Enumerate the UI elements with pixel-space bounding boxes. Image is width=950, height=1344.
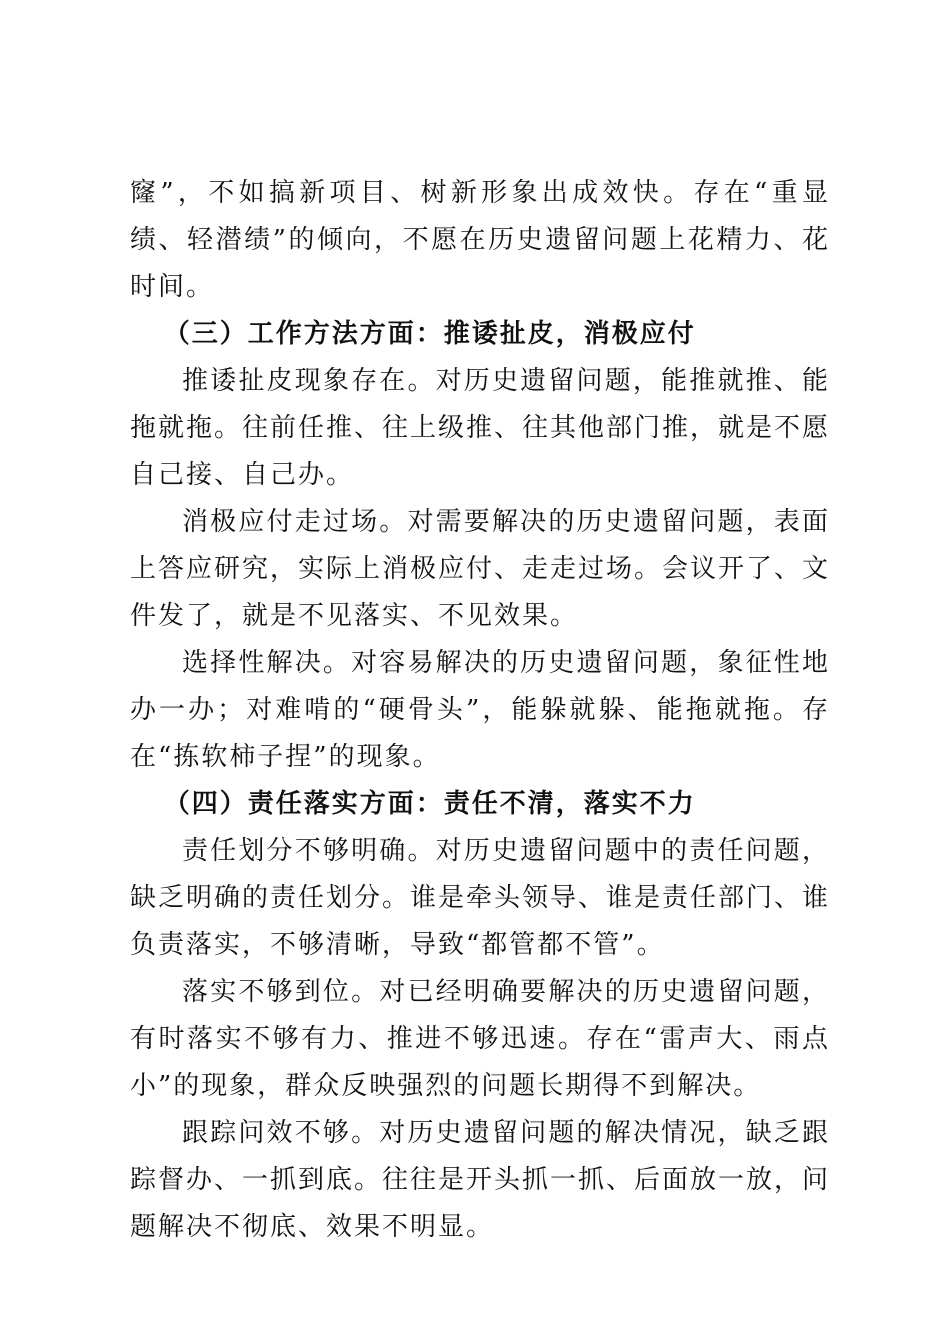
- paragraph: 跟踪问效不够。对历史遗留问题的解决情况，缺乏跟踪督办、一抓到底。往往是开头抓一抓、后面放一放，问题解决不彻底、效果不明显。: [130, 1118, 831, 1242]
- section-heading-method: （三）工作方法方面：推诿扯皮，消极应付: [163, 319, 696, 349]
- paragraph: 推诿扯皮现象存在。对历史遗留问题，能推就推、能拖就拖。往前任推、往上级推、往其他部门推，就是不愿自己接、自己办。: [130, 366, 831, 490]
- paragraph: 落实不够到位。对已经明确要解决的历史遗留问题，有时落实不够有力、推进不够迅速。存在“雷声大、雨点小”的现象，群众反映强烈的问题长期得不到解决。: [130, 977, 830, 1101]
- document-body: [130, 170, 830, 1251]
- section-heading-responsibility: （四）责任落实方面：责任不清，落实不力: [163, 789, 696, 819]
- paragraph: 消极应付走过场。对需要解决的历史遗留问题，表面上答应研究，实际上消极应付、走走过场。会议开了、文件发了，就是不见落实、不见效果。: [130, 507, 831, 631]
- paragraph: 责任划分不够明确。对历史遗留问题中的责任问题，缺乏明确的责任划分。谁是牵头领导、谁是责任部门、谁负责落实，不够清晰，导致“都管都不管”。: [130, 836, 831, 960]
- paragraph: 选择性解决。对容易解决的历史遗留问题，象征性地办一办；对难啃的“硬骨头”，能躲就躲、能拖就拖。存在“拣软柿子捏”的现象。: [130, 648, 830, 772]
- paragraph-continuation: 窿”，不如搞新项目、树新形象出成效快。存在“重显绩、轻潜绩”的倾向，不愿在历史遗留问题上花精力、花时间。: [130, 178, 830, 302]
